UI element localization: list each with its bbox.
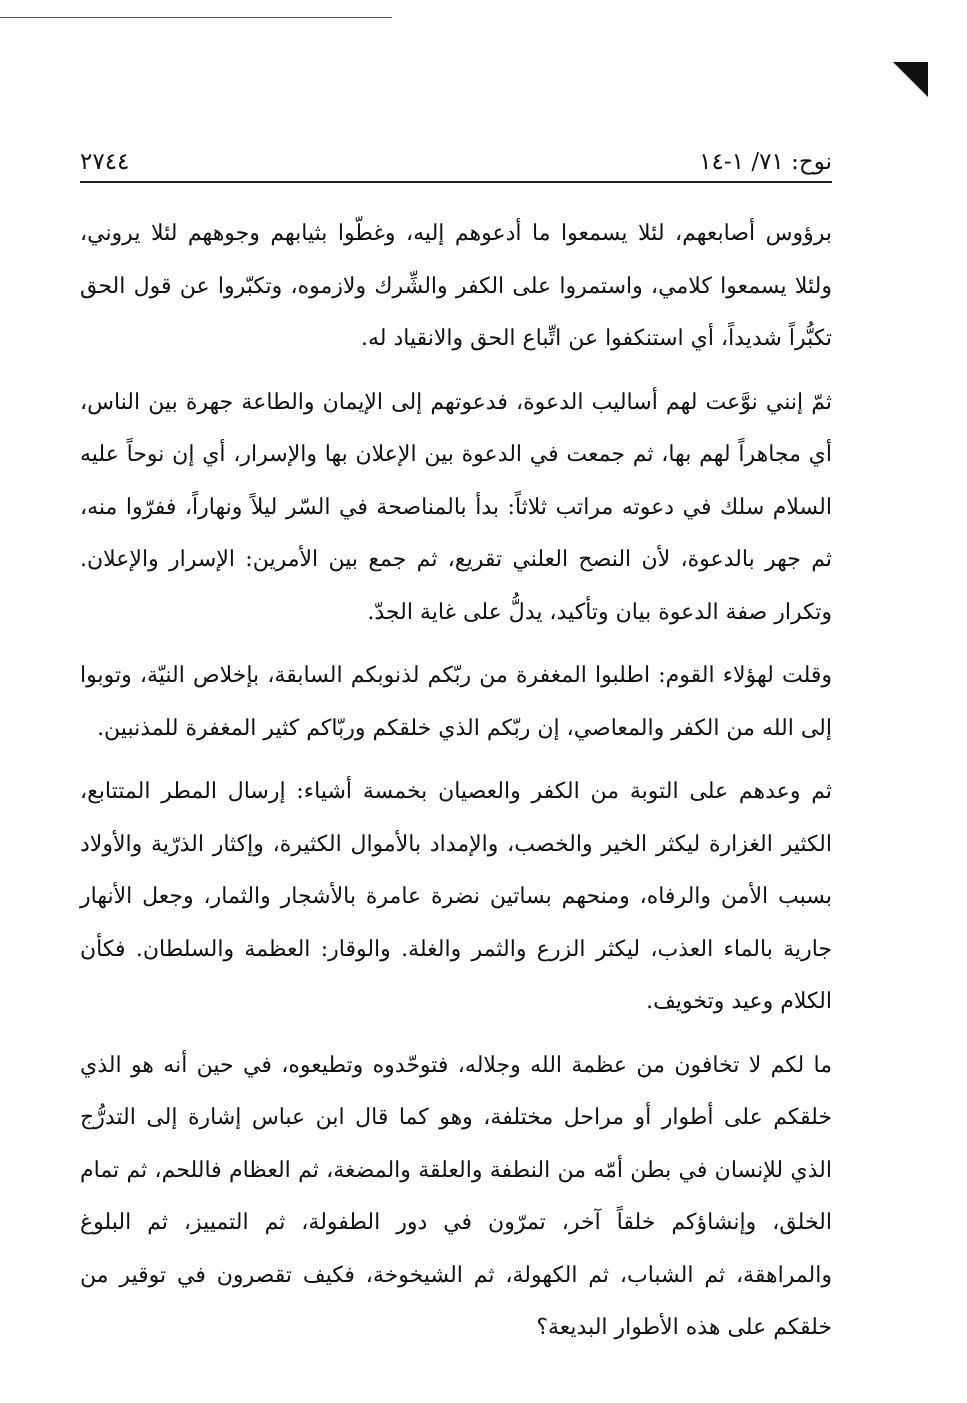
body-text (80, 208, 832, 1366)
paragraph-2: ثمّ إنني نوَّعت لهم أساليب الدعوة، فدعوتهم إلى الإيمان والطاعة جهرة بين الناس، أي مجاهراً لهم بها، ثم جمعت في الدعوة بين الإعلان بها والإسرار، أي إن نوحاً عليه السلام سلك في دعوته مراتب ثلاثاً: بدأ بالمناصحة في السّر ليلاً ونهاراً، ففرّوا منه، ثم جهر بالدعوة، لأن النصح العلني تقريع، ثم جمع بين الأمرين: الإسرار والإعلان. وتكرار صفة الدعوة بيان وتأكيد، يدلُّ على غاية الجدّ. (80, 389, 832, 625)
paragraph-1: برؤوس أصابعهم، لئلا يسمعوا ما أدعوهم إليه، وغطّوا بثيابهم وجوههم لئلا يروني، ولئلا يسمعوا كلامي، واستمروا على الكفر والشِّرك ولازموه، وتكبّروا عن قول الحق تكبُّراً شديداً، أي استنكفوا عن اتِّباع الحق والانقياد له. (80, 221, 833, 351)
page-number: ٢٧٤٤ (80, 149, 130, 175)
surah-verse-reference: نوح: ٧١/ ١-١٤ (699, 149, 832, 175)
paragraph-5: ما لكم لا تخافون من عظمة الله وجلاله، فتوحّدوه وتطيعوه، في حين أنه هو الذي خلقكم على أطوار أو مراحل مختلفة، وهو كما قال ابن عباس إشارة إلى التدرُّج الذي للإنسان في بطن أمّه من النطفة والعلقة والمضغة، ثم العظام فاللحم، ثم تمام الخلق، وإنشاؤكم خلقاً آخر، تمرّون في دور الطفولة، ثم التمييز، ثم البلوغ والمراهقة، ثم الشباب، ثم الكهولة، ثم الشيخوخة، فكيف تقصرون في توقير من خلقكم على هذه الأطوار البديعة؟ (80, 1052, 832, 1340)
corner-triangle-mark (893, 62, 928, 97)
top-rule (0, 17, 392, 18)
paragraph-4: ثم وعدهم على التوبة من الكفر والعصيان بخمسة أشياء: إرسال المطر المتتابع، الكثير الغزارة ليكثر الخير والخصب، والإمداد بالأموال الكثيرة، وإكثار الذرّية والأولاد بسبب الأمن والرفاه، ومنحهم بساتين نضرة عامرة بالأشجار والثمار، وجعل الأنهار جارية بالماء العذب، ليكثر الزرع والثمر والغلة. والوقار: العظمة والسلطان. فكأن الكلام وعيد وتخويف. (80, 779, 832, 1014)
page-header (80, 145, 832, 183)
paragraph-3: وقلت لهؤلاء القوم: اطلبوا المغفرة من ربّكم لذنوبكم السابقة، بإخلاص النيّة، وتوبوا إلى الله من الكفر والمعاصي، إن ربّكم الذي خلقكم وربّاكم كثير المغفرة للمذنبين. (80, 663, 832, 741)
